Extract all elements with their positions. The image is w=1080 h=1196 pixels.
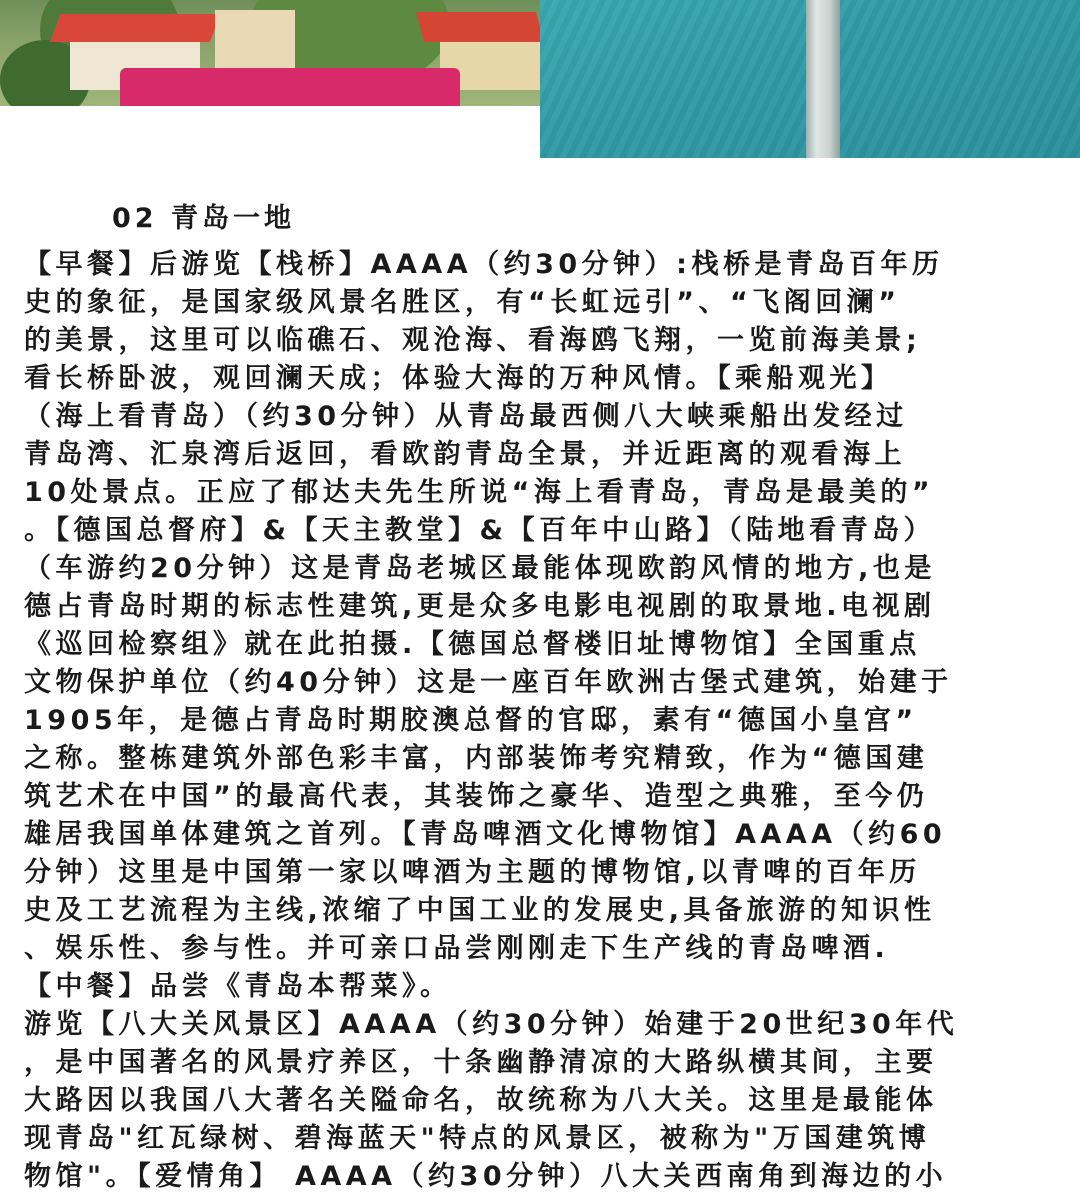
text-line: 雄居我国单体建筑之首列。【青岛啤酒文化博物馆】AAAA（约60 — [24, 819, 947, 850]
section-title: 02 青岛一地 — [112, 203, 295, 234]
pink-roof — [120, 68, 460, 106]
text-line: 史的象征，是国家级风景名胜区，有“长虹远引”、“飞阁回澜” — [24, 287, 901, 318]
text-line: 【早餐】后游览【栈桥】AAAA（约30分钟）:栈桥是青岛百年历 — [24, 249, 944, 280]
text-line: （海上看青岛）（约30分钟）从青岛最西侧八大峡乘船出发经过 — [24, 401, 908, 432]
text-line: 1905年，是德占青岛时期胶澳总督的官邸，素有“德国小皇宫” — [24, 705, 918, 736]
text-line: 物馆"。【爱情角】 AAAA（约30分钟）八大关西南角到海边的小 — [24, 1161, 948, 1192]
text-line: 大路因以我国八大著名关隘命名，故统称为八大关。这里是最能体 — [24, 1085, 938, 1116]
itinerary-text — [24, 246, 1064, 1196]
photo-sea-pier — [540, 0, 1080, 158]
text-line: 的美景，这里可以临礁石、观沧海、看海鸥飞翔，一览前海美景; — [24, 325, 922, 356]
text-line: 史及工艺流程为主线,浓缩了中国工业的发展史,具备旅游的知识性 — [24, 895, 936, 926]
text-line: 《巡回检察组》就在此拍摄.【德国总督楼旧址博物馆】全国重点 — [24, 629, 921, 660]
red-roof — [50, 14, 220, 42]
text-line: ，是中国著名的风景疗养区，十条幽静清凉的大路纵横其间，主要 — [24, 1047, 938, 1078]
pier-walkway — [806, 0, 840, 158]
text-line: 文物保护单位（约40分钟）这是一座百年欧洲古堡式建筑，始建于 — [24, 667, 953, 698]
text-line: 看长桥卧波，观回澜天成；体验大海的万种风情。【乘船观光】 — [24, 363, 893, 394]
text-line: 现青岛"红瓦绿树、碧海蓝天"特点的风景区，被称为"万国建筑博 — [24, 1123, 931, 1154]
red-roof — [416, 12, 540, 42]
house-wall — [215, 10, 295, 70]
text-line: 筑艺术在中国”的最高代表，其装饰之豪华、造型之典雅，至今仍 — [24, 781, 929, 812]
text-line: 之称。整栋建筑外部色彩丰富，内部装饰考究精致，作为“德国建 — [24, 743, 929, 774]
text-line: 青岛湾、汇泉湾后返回，看欧韵青岛全景，并近距离的观看海上 — [24, 439, 906, 470]
text-line: 德占青岛时期的标志性建筑,更是众多电影电视剧的取景地.电视剧 — [24, 591, 936, 622]
text-line: 、娱乐性、参与性。并可亲口品尝刚刚走下生产线的青岛啤酒. — [24, 933, 890, 964]
text-line: 分钟）这里是中国第一家以啤酒为主题的博物馆,以青啤的百年历 — [24, 857, 921, 888]
text-line: 10处景点。正应了郁达夫先生所说“海上看青岛，青岛是最美的” — [24, 477, 935, 508]
photo-old-town-rooftops — [0, 0, 540, 106]
text-line: 游览【八大关风景区】AAAA（约30分钟）始建于20世纪30年代 — [24, 1009, 959, 1040]
text-line: （车游约20分钟）这是青岛老城区最能体现欧韵风情的地方,也是 — [24, 553, 936, 584]
text-line: 【中餐】品尝《青岛本帮菜》。 — [24, 971, 452, 1002]
text-line: 。【德国总督府】&【天主教堂】&【百年中山路】（陆地看青岛） — [24, 515, 936, 546]
